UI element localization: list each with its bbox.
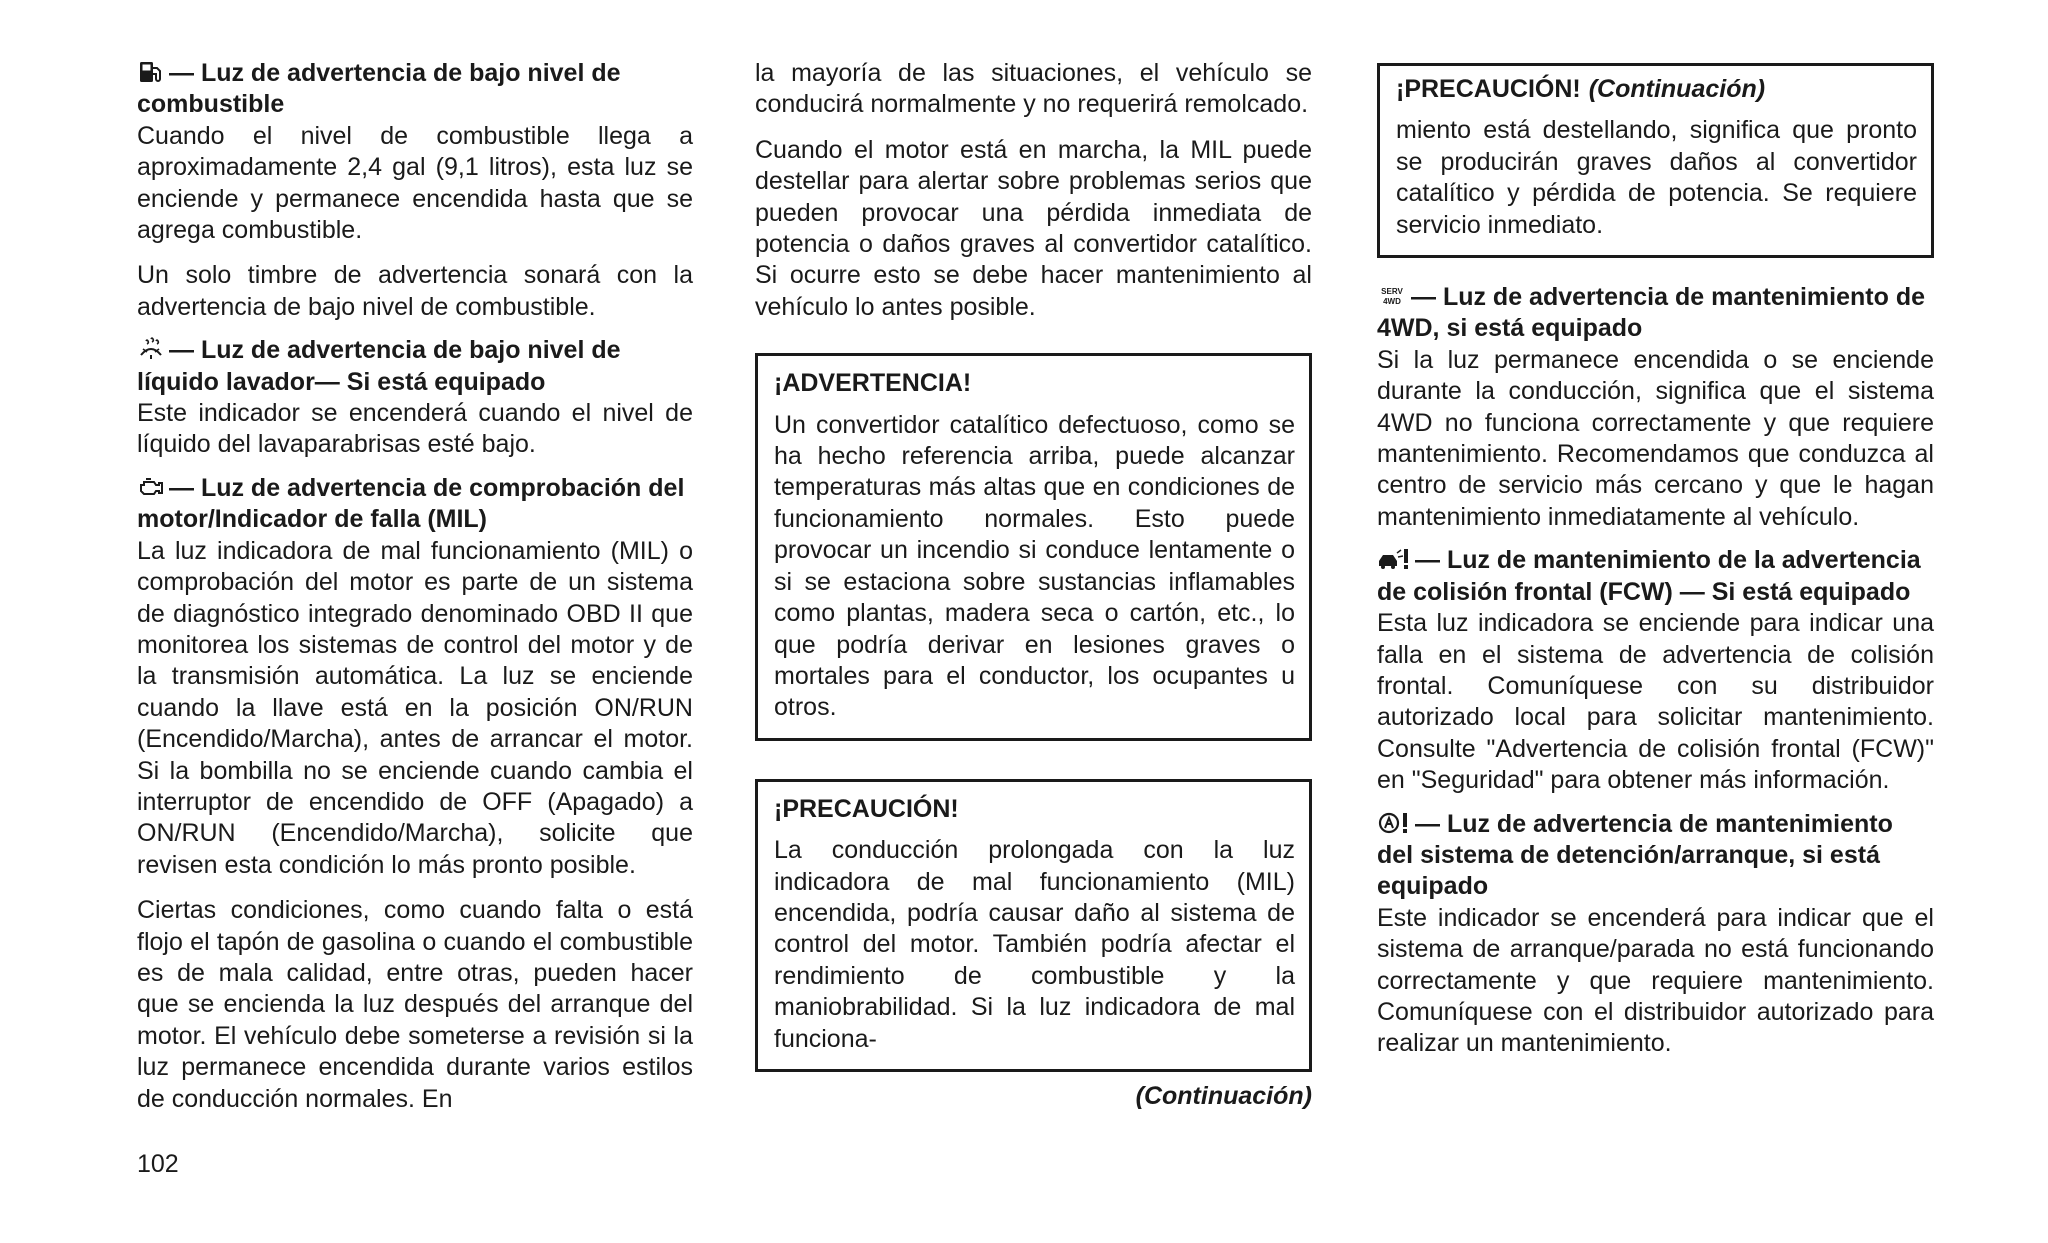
- serv-4wd-icon-line1: SERV: [1381, 287, 1403, 297]
- caution-continued-text: miento está destellando, significa que pronto se producirán graves daños al convertidor catalítico y pérdida de potencia. Se requiere servicio inmediato.: [1396, 116, 1917, 239]
- washer-fluid-title: — Luz de advertencia de bajo nivel de líquido lavador— Si está equipado: [137, 336, 621, 396]
- caution-continued-label: (Continuación): [1588, 75, 1766, 103]
- low-fuel-text-2: Un solo timbre de advertencia sonará con la advertencia de bajo nivel de combustible.: [137, 261, 693, 321]
- mil-continued-text: la mayoría de las situaciones, el vehículo se conducirá normalmente y no requerirá remolcado.: [755, 59, 1312, 119]
- page-number: 102: [137, 1150, 179, 1178]
- serv-4wd-icon: [1377, 284, 1407, 308]
- check-engine-icon: [137, 475, 165, 499]
- stop-start-text: Este indicador se encenderá para indicar que el sistema de arranque/parada no está funcionando correctamente y que requiere mantenimiento. Comuníquese con el distribuidor autorizado para realizar un mantenimiento.: [1377, 903, 1934, 1058]
- check-engine-text-1: La luz indicadora de mal funcionamiento (MIL) o comprobación del motor es parte de un sistema de diagnóstico integrado denominado OBD II que monitorea los sistemas de control del motor y de la transmisión automática. La luz se enciende cuando la llave está en la posición ON/RUN (Encendido/Marcha), antes de arrancar el motor. Si la bombilla no se enciende cuando cambia el interruptor de encendido de OFF (Apagado) a ON/RUN (Encendido/Marcha), solicite que revisen esta condición lo más pronto posible.: [137, 536, 693, 879]
- mil-flash-text: Cuando el motor está en marcha, la MIL puede destellar para alertar sobre problemas serios que pueden provocar una pérdida inmediata de potencia o daños graves al convertidor catalítico. Si ocurre esto se debe hacer mantenimiento al vehículo lo antes posible.: [755, 135, 1312, 321]
- check-engine-title: — Luz de advertencia de comprobación del motor/Indicador de falla (MIL): [137, 473, 685, 534]
- column-middle: [755, 58, 1312, 1111]
- continued-label: (Continuación): [1135, 1081, 1312, 1110]
- caution-continued-box: [1377, 63, 1934, 258]
- check-engine-text-2: Ciertas condiciones, como cuando falta o está flojo el tapón de gasolina o cuando el combustible es de mala calidad, entre otras, pueden hacer que se encienda la luz después del arranque del motor. El vehículo debe someterse a revisión si la luz permanece encendida durante varios estilos de conducción normales. En: [137, 896, 693, 1113]
- stop-start-heading: [1377, 809, 1934, 903]
- caution-box: [755, 779, 1312, 1072]
- low-fuel-heading: [137, 58, 693, 121]
- caution-continued-heading: [1396, 74, 1917, 105]
- caution-title: ¡PRECAUCIÓN!: [774, 794, 959, 823]
- fcw-heading: [1377, 545, 1934, 608]
- column-left: [137, 58, 693, 1115]
- fuel-pump-icon: [137, 60, 165, 84]
- warning-title: ¡ADVERTENCIA!: [774, 369, 972, 398]
- column-right: [1377, 63, 1934, 1060]
- low-fuel-title: — Luz de advertencia de bajo nivel de combustible: [137, 59, 621, 119]
- caution-continued-title: ¡PRECAUCIÓN!: [1396, 75, 1581, 103]
- serv-4wd-icon-line2: 4WD: [1383, 297, 1401, 307]
- fcw-service-icon: [1377, 547, 1411, 571]
- fcw-title: — Luz de mantenimiento de la advertencia de colisión frontal (FCW) — Si está equipado: [1377, 546, 1921, 606]
- serv-4wd-heading: [1377, 282, 1934, 345]
- check-engine-heading: [137, 473, 693, 536]
- washer-fluid-icon: [137, 337, 165, 361]
- serv-4wd-title: — Luz de advertencia de mantenimiento de 4WD, si está equipado: [1377, 283, 1926, 343]
- stop-start-service-icon: [1377, 811, 1411, 835]
- warning-box: [755, 353, 1312, 740]
- stop-start-title: — Luz de advertencia de mantenimiento del sistema de detención/arranque, si está equipado: [1377, 809, 1893, 901]
- caution-text: La conducción prolongada con la luz indicadora de mal funcionamiento (MIL) encendida, podría causar daño al sistema de control del motor. También podría afectar el rendimiento de combustible y la maniobrabilidad. Si la luz indicadora de mal funciona-: [774, 836, 1295, 1053]
- fcw-text: Esta luz indicadora se enciende para indicar una falla en el sistema de advertencia de colisión frontal. Comuníquese con su distribuidor autorizado local para solicitar mantenimiento. Consulte "Advertencia de colisión frontal (FCW)" en "Seguridad" para obtener más información.: [1377, 609, 1934, 795]
- washer-fluid-text: Este indicador se encenderá cuando el nivel de líquido del lavaparabrisas esté bajo.: [137, 399, 693, 459]
- warning-text: Un convertidor catalítico defectuoso, como se ha hecho referencia arriba, puede alcanzar temperaturas más altas que en condiciones de funcionamiento normales. Esto puede provocar un incendio si conduce lentamente o si se estaciona sobre sustancias inflamables como plantas, madera seca o cartón, etc., lo que podría derivar en lesiones graves o mortales para el conductor, los ocupantes u otros.: [774, 410, 1295, 722]
- low-fuel-text-1: Cuando el nivel de combustible llega a aproximadamente 2,4 gal (9,1 litros), esta luz se enciende y permanece encendida hasta que se agrega combustible.: [137, 121, 693, 245]
- washer-fluid-heading: [137, 335, 693, 398]
- serv-4wd-text: Si la luz permanece encendida o se enciende durante la conducción, significa que el sistema 4WD no funciona correctamente y que requiere mantenimiento. Recomendamos que conduzca al centro de servicio más cercano y que le hagan mantenimiento inmediatamente al vehículo.: [1377, 345, 1934, 531]
